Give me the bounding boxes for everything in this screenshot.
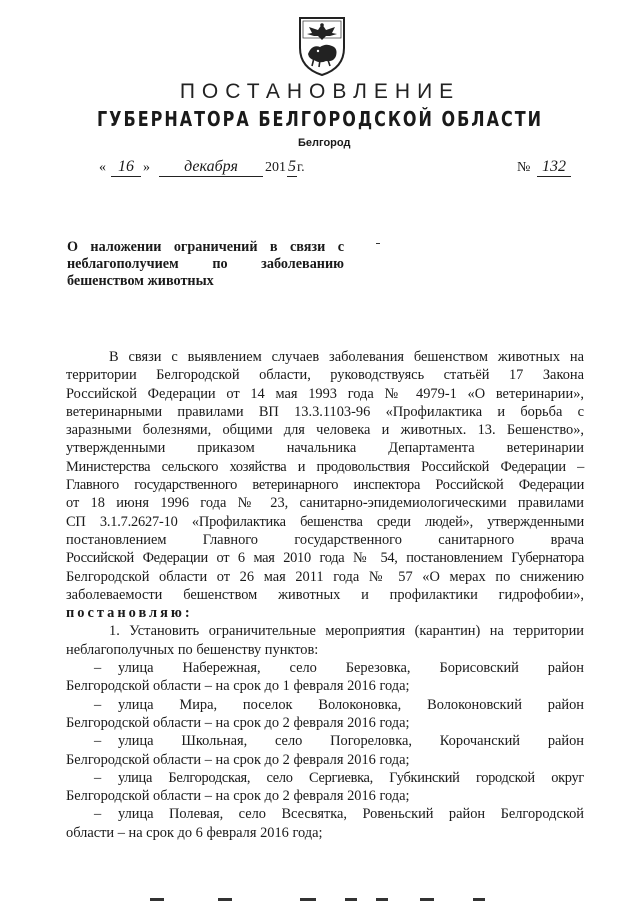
date-number-line [97,158,577,180]
date-month: декабря [159,158,263,177]
list-item-line-2: Белгородской области – на срок до 2 февраля 2016 года; [66,751,410,768]
date-year-unit: г. [297,160,305,175]
body-line: Российской Федерации от 14 мая 1993 года № 4979-1 «О ветеринарии», [66,385,584,402]
list-item-line-2: Белгородской области – на срок до 2 февраля 2016 года; [66,788,410,805]
subject-line-2: неблагополучием по заболеванию [67,256,344,272]
document-body [66,348,584,842]
list-dash: – [94,806,102,823]
scan-artifact [376,898,388,901]
list-dash: – [94,696,102,713]
scan-artifact [300,898,316,901]
scan-artifact [218,898,232,901]
issuing-authority-title: ГУБЕРНАТОРА БЕЛГОРОДСКОЙ ОБЛАСТИ [96,107,544,131]
body-line: утвержденными приказом начальника Департамента ветеринарии [66,440,584,457]
body-line: территории Белгородской области, руководствуясь статьёй 17 Закона [66,367,584,384]
list-item [66,769,584,787]
list-item [66,732,584,750]
date-open-quote: « [99,160,106,175]
body-line: Белгородской области от 26 мая 2011 года № 57 «О мерах по снижению [66,568,584,585]
resolve-word: постановляю: [66,605,193,622]
scan-artifact [420,898,434,901]
list-item-line-2: Белгородской области – на срок до 2 февраля 2016 года; [66,714,410,731]
document-type-title: ПОСТАНОВЛЕНИЕ [179,80,461,103]
date-day: 16 [111,158,141,177]
body-line: В связи с выявлением случаев заболевания бешенством животных на [109,349,584,365]
list-item [66,659,584,677]
scan-artifact [345,898,357,901]
body-line: от 18 июня 1996 года № 23, санитарно-эпидемиологическими правилами [66,495,584,512]
subject-line-1: О наложении ограничений в связи с [67,239,344,255]
list-dash: – [94,733,102,750]
list-item-line-1: улица Полевая, село Всесвятка, Ровеньский район Белгородской [118,806,584,823]
body-line: Российской Федерации от 6 мая 2010 года № 54, постановлением Губернатора [66,550,584,567]
body-line: ветеринарными правилами ВП 13.3.1103-96 «Профилактика и борьба с [66,403,584,420]
date-year-suffix: 5 [288,158,296,175]
city-label: Белгород [298,137,351,149]
subject-line-3: бешенством животных [67,273,214,289]
number-label: № [517,160,531,175]
item1-line-2: неблагополучных по бешенству пунктов: [66,641,319,658]
date-year-prefix: 201 [265,160,286,175]
item1-line-1: 1. Установить ограничительные мероприятия (карантин) на территории [109,623,584,640]
list-item-line-2: области – на срок до 6 февраля 2016 года; [66,824,323,841]
scan-artifact [376,243,380,244]
scan-artifact [473,898,485,901]
list-item [66,805,584,823]
body-line: Министерства сельского хозяйства и продовольствия Российской Федерации – [66,458,584,475]
body-line: заразными болезнями, общими для человека и животных. 13. Бешенство», [66,422,584,439]
list-item-line-1: улица Мира, поселок Волоконовка, Волоконовский район [118,696,584,713]
list-item [66,696,584,714]
date-close-quote: » [143,160,150,175]
body-line: заболеваемости бешенством животных и профилактики гидрофобии», [66,586,584,603]
list-item-line-1: улица Набережная, село Березовка, Борисовский район [118,660,584,677]
list-dash: – [94,769,102,786]
body-line: Главного государственного ветеринарного инспектора Российской Федерации [66,477,584,494]
list-item-line-1: улица Белгородская, село Сергиевка, Губкинский городской округ [118,769,584,786]
list-item-line-2: Белгородской области – на срок до 1 февраля 2016 года; [66,678,410,695]
body-line: постановлением Главного государственного санитарного врача [66,531,584,548]
subject-heading [67,239,344,290]
list-item-line-1: улица Школьная, село Погореловка, Корочанский район [118,733,584,750]
list-dash: – [94,660,102,677]
body-line: СП 3.1.7.2627-10 «Профилактика бешенства среди людей», утвержденными [66,513,584,530]
scan-artifact [150,898,164,901]
document-number: 132 [537,158,571,177]
coat-of-arms-emblem [296,14,348,78]
